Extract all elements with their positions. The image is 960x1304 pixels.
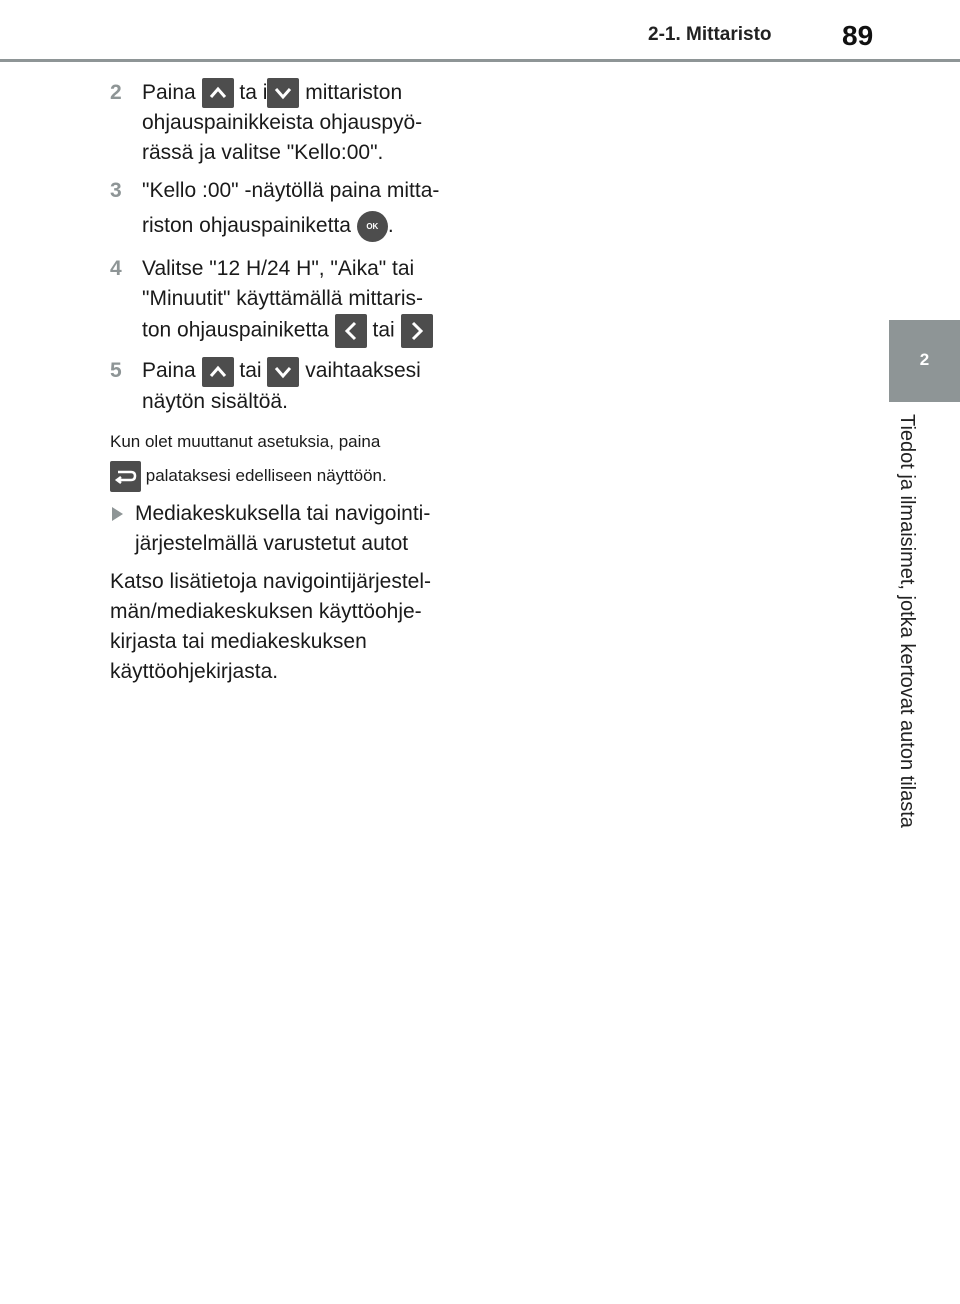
page-number: 89 [842,20,874,51]
step-text: "Kello :00" -näytöllä paina mitta- [142,179,440,203]
header-rule [0,59,960,62]
step-text: . [387,214,394,238]
subheading-text: Mediakeskuksella tai navigointi-järjestelmällä varustetut autot [135,501,431,555]
step-number: 5 [110,359,122,383]
chevron-right-icon [401,314,433,348]
note [110,425,460,493]
main-content [110,78,460,687]
step-text: riston ohjauspainiketta [142,214,351,238]
triangle-bullet-icon [112,507,123,521]
step-5 [110,356,460,416]
step-number: 4 [110,257,122,281]
step-text: vaihtaaksesi näytön sisältöä. [142,359,421,413]
step-text: tai [372,319,395,342]
body-paragraph: Katso lisätietoja navigointijärjestel-män/mediakeskuksen käyttöohje-kirjasta tai mediakeskuksen käyttöohjekirjasta. [110,569,431,683]
step-text: tai [239,359,262,383]
chapter-title: Tiedot ja ilmaisimet, jotka kertovat auton tilasta [896,414,918,828]
step-text: Valitse "12 H/24 H", "Aika" tai "Minuutit" käyttämällä mittaris- [142,257,423,311]
note-text: palataksesi edelliseen näyttöön. [145,465,387,485]
chevron-up-icon [202,357,234,387]
step-4 [110,254,460,348]
step-text: ton ohjauspainiketta [142,319,329,342]
chevron-left-icon [335,314,367,348]
step-text: Paina [142,81,196,104]
subheading [110,499,460,559]
ok-button-icon: OK [357,211,388,242]
chevron-up-icon [202,78,234,108]
section-title: 2-1. Mittaristo [648,24,772,45]
step-number: 3 [110,179,122,203]
step-3 [110,176,460,246]
step-text: ta i [239,81,268,104]
chevron-down-icon [267,78,299,108]
step-number: 2 [110,81,122,104]
step-2 [110,78,460,168]
note-text: Kun olet muuttanut asetuksia, paina [110,431,381,451]
back-arrow-icon [110,461,141,492]
step-text: Paina [142,359,196,383]
chevron-down-icon [267,357,299,387]
chapter-number: 2 [919,350,930,369]
chapter-tab [889,320,960,402]
step-text: mittariston ohjauspainikkeista ohjauspyö-rässä ja valitse "Kello:00". [142,81,423,165]
